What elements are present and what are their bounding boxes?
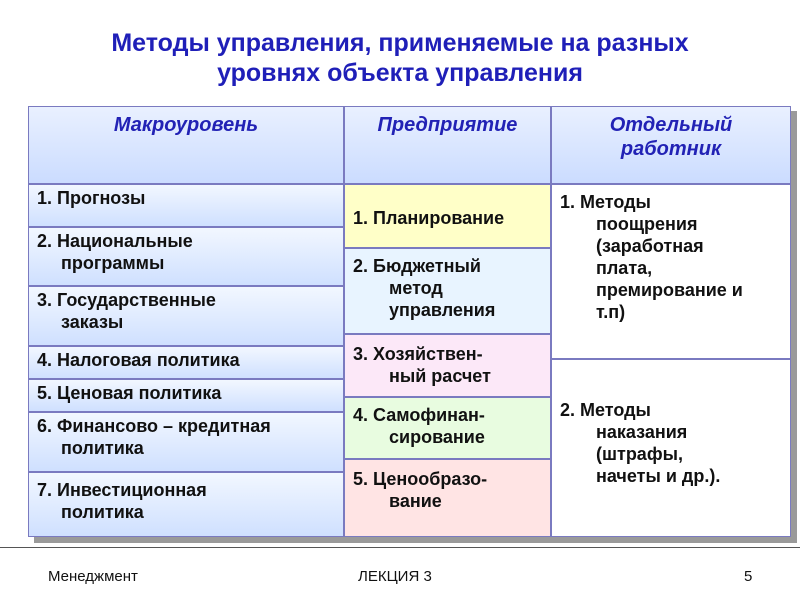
enterprise-item-2-line1: 2. Бюджетный bbox=[353, 256, 481, 276]
macro-item-1 bbox=[28, 184, 344, 227]
footer-divider bbox=[0, 547, 800, 548]
worker-item-2-line4: начеты и др.). bbox=[596, 466, 721, 486]
enterprise-item-2-line2: метод bbox=[389, 278, 443, 298]
macro-item-1-text: 1. Прогнозы bbox=[37, 188, 146, 208]
enterprise-item-2 bbox=[344, 248, 551, 334]
footer-page-number: 5 bbox=[744, 568, 753, 585]
header-enterprise bbox=[344, 106, 551, 184]
slide-title bbox=[0, 28, 800, 88]
enterprise-item-1-text: 1. Планирование bbox=[353, 208, 505, 228]
worker-item-1-line4: плата, bbox=[596, 258, 653, 278]
macro-item-6-line2: политика bbox=[61, 438, 144, 458]
macro-item-7-line1: 7. Инвестиционная bbox=[37, 480, 207, 500]
enterprise-item-5 bbox=[344, 459, 551, 537]
enterprise-item-5-line2: вание bbox=[389, 491, 442, 511]
macro-item-3-line1: 3. Государственные bbox=[37, 290, 216, 310]
slide-title-line1: Методы управления, применяемые на разных bbox=[111, 29, 689, 57]
macro-item-3 bbox=[28, 286, 344, 346]
macro-item-2-line1: 2. Национальные bbox=[37, 231, 193, 251]
macro-item-3-line2: заказы bbox=[61, 312, 124, 332]
macro-item-6 bbox=[28, 412, 344, 472]
header-worker-line2: работник bbox=[620, 138, 722, 160]
macro-item-5 bbox=[28, 379, 344, 412]
worker-item-1-line2: поощрения bbox=[596, 214, 698, 234]
footer-left: Менеджмент bbox=[48, 568, 138, 585]
macro-item-7 bbox=[28, 472, 344, 537]
header-enterprise-label: Предприятие bbox=[377, 114, 518, 136]
worker-item-1-line1: 1. Методы bbox=[560, 192, 651, 212]
macro-item-7-line2: политика bbox=[61, 502, 144, 522]
enterprise-item-4 bbox=[344, 397, 551, 459]
macro-item-4-text: 4. Налоговая политика bbox=[37, 350, 240, 370]
worker-item-2-line3: (штрафы, bbox=[596, 444, 683, 464]
worker-item-1-line6: т.п) bbox=[596, 302, 626, 322]
slide-title-line2: уровнях объекта управления bbox=[217, 59, 583, 87]
macro-item-5-text: 5. Ценовая политика bbox=[37, 383, 222, 403]
header-macro bbox=[28, 106, 344, 184]
enterprise-item-4-line2: сирование bbox=[389, 427, 485, 447]
macro-item-6-line1: 6. Финансово – кредитная bbox=[37, 416, 271, 436]
worker-item-2-line2: наказания bbox=[596, 422, 688, 442]
macro-item-4 bbox=[28, 346, 344, 379]
header-worker-line1: Отдельный bbox=[609, 114, 733, 136]
enterprise-item-4-line1: 4. Самофинан- bbox=[353, 405, 485, 425]
enterprise-item-3-line2: ный расчет bbox=[389, 366, 491, 386]
macro-item-2-line2: программы bbox=[61, 253, 165, 273]
enterprise-item-3 bbox=[344, 334, 551, 397]
enterprise-item-2-line3: управления bbox=[389, 300, 496, 320]
header-macro-label: Макроуровень bbox=[113, 114, 259, 136]
worker-item-2 bbox=[551, 359, 791, 537]
worker-item-1-line3: (заработная bbox=[596, 236, 704, 256]
enterprise-item-1 bbox=[344, 184, 551, 248]
worker-item-1-line5: премирование и bbox=[596, 280, 743, 300]
enterprise-item-3-line1: 3. Хозяйствен- bbox=[353, 344, 483, 364]
enterprise-item-5-line1: 5. Ценообразо- bbox=[353, 469, 488, 489]
macro-item-2 bbox=[28, 227, 344, 286]
footer-center: ЛЕКЦИЯ 3 bbox=[358, 568, 432, 585]
header-worker bbox=[551, 106, 791, 184]
worker-item-2-line1: 2. Методы bbox=[560, 400, 651, 420]
worker-item-1 bbox=[551, 184, 791, 359]
